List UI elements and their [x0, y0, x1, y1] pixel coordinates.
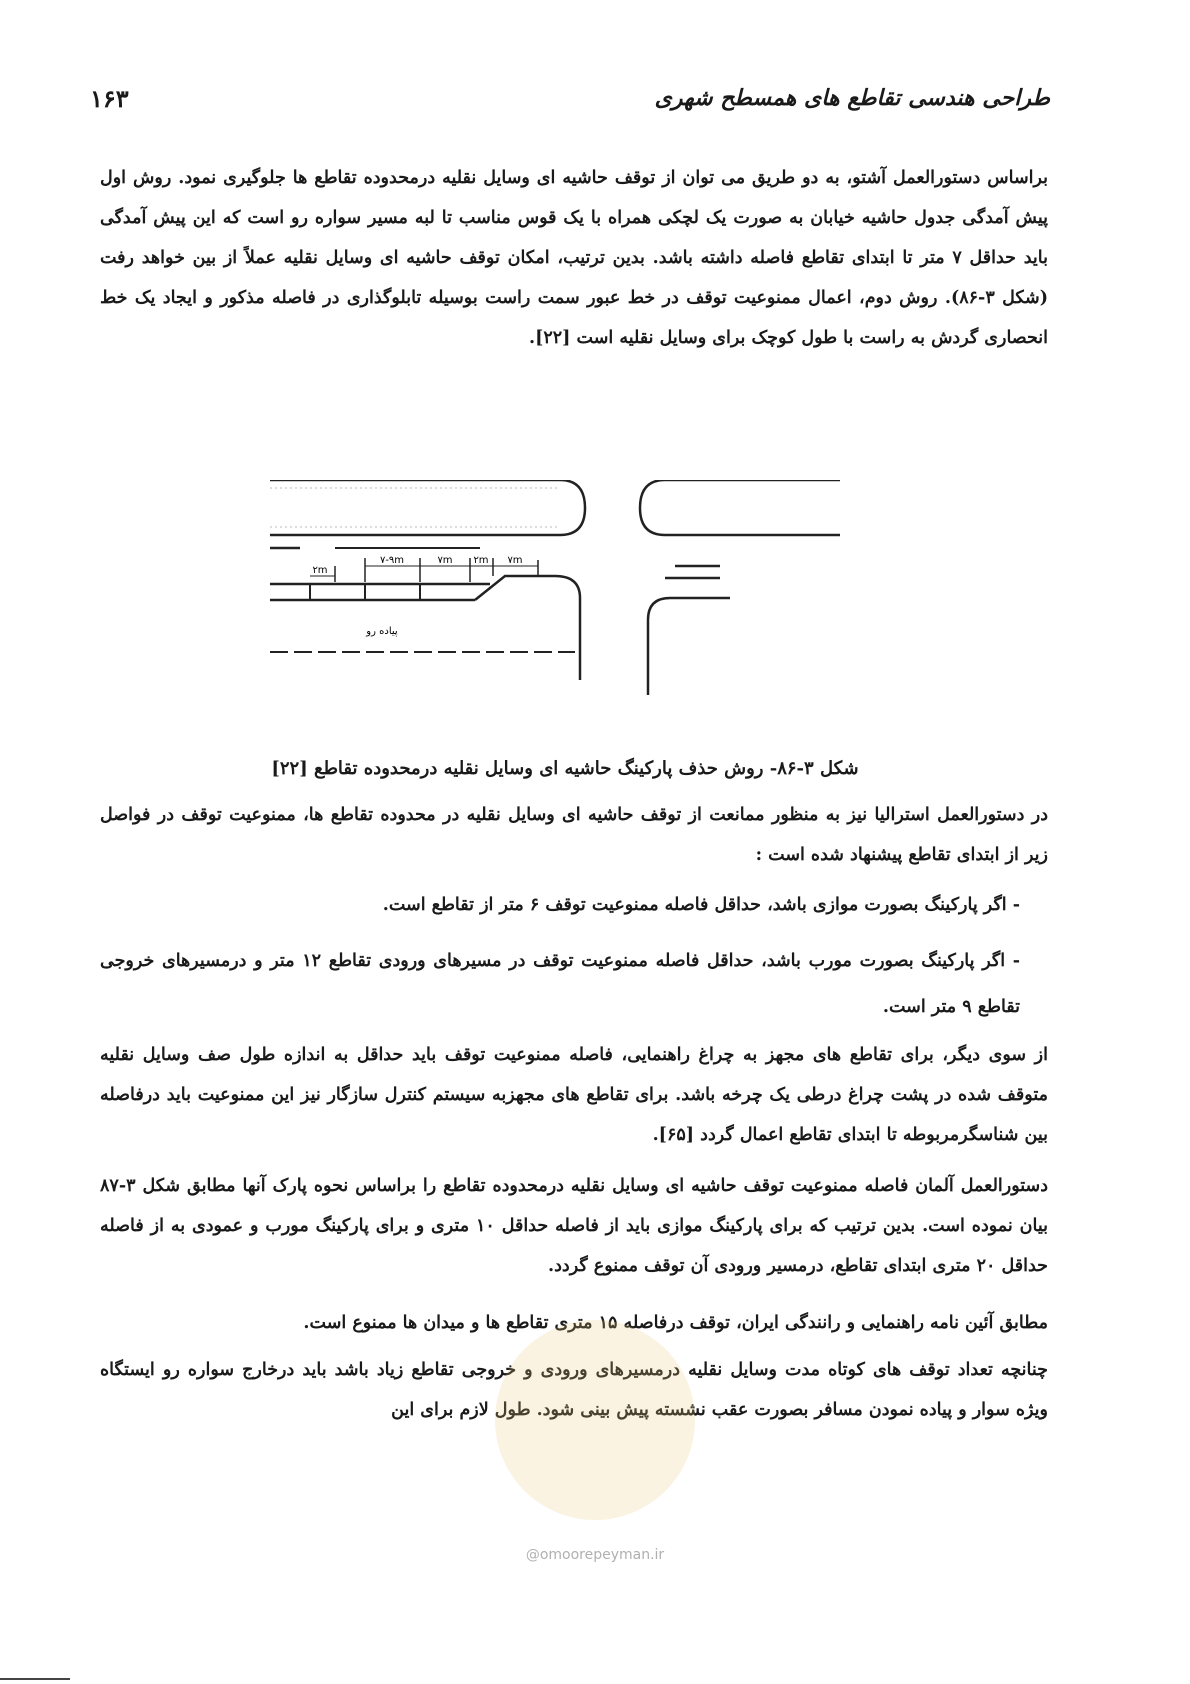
page-number: ۱۶۳ — [90, 83, 129, 113]
paragraph-aashto: براساس دستورالعمل آشتو، به دو طریق می توان از توقف حاشیه ای وسایل نقلیه درمحدوده تقاطع ها جلوگیری نمود. روش اول پیش آمدگی جدول حاشیه خیابان به صورت یک لچکی همراه با یک قوس مناسب تا لبه مسیر سواره رو است که این پیش آمدگی باید حداقل ۷ متر تا ابتدای تقاطع فاصله داشته باشد. بدین ترتیب، امکان توقف حاشیه ای وسایل نقلیه عملاً از بین خواهد رفت (شکل ۳-۸۶). روش دوم، اعمال ممنوعیت توقف در خط عبور سمت راست بوسیله تابلوگذاری در فاصله مذکور و ایجاد یک خط انحصاری گردش به راست با طول کوچک برای وسایل نقلیه است [۲۲]. — [100, 168, 1048, 348]
running-title: طراحی هندسی تقاطع های همسطح شهری — [654, 85, 1050, 111]
bullet-angled-parking: - اگر پارکینگ بصورت مورب باشد، حداقل فاصله ممنوعیت توقف در مسیرهای ورودی تقاطع ۱۲ متر و درمسیرهای خروجی تقاطع ۹ متر است. — [100, 951, 1021, 1017]
bullet-parallel-parking: - اگر پارکینگ بصورت موازی باشد، حداقل فاصله ممنوعیت توقف ۶ متر از تقاطع است. — [382, 895, 1020, 915]
curb-extension — [475, 576, 580, 680]
dim-label-7-9m: ۷-۹m — [379, 555, 405, 566]
corner-mark — [0, 1678, 70, 1680]
page-header — [90, 78, 1050, 118]
sidewalk-label: پیاده رو — [366, 626, 398, 637]
watermark-text: @omoorepeyman.ir — [525, 1547, 665, 1563]
paragraph-germany: دستورالعمل آلمان فاصله ممنوعیت توقف حاشیه ای وسایل نقلیه درمحدوده تقاطع را براساس نحوه پارک آنها مطابق شکل ۳-۸۷ بیان نموده است. بدین ترتیب که برای پارکینگ موازی باید از فاصله حداقل ۱۰ متری و برای پارکینگ مورب و عمودی به از فاصله حداقل ۲۰ متری ابتدای تقاطع، درمسیر ورودی آن توقف ممنوع گردد. — [100, 1176, 1049, 1276]
paragraph-signalized: از سوی دیگر، برای تقاطع های مجهز به چراغ راهنمایی، فاصله ممنوعیت توقف باید حداقل به اندازه طول صف وسایل نقلیه متوقف شده در پشت چراغ درطی یک چرخه باشد. برای تقاطع های مجهزبه سیستم کنترل سازگار نیز این ممنوعیت باید درفاصله بین شناسگرمربوطه تا ابتدای تقاطع اعمال گردد [۶۵]. — [100, 1045, 1048, 1145]
paragraph-short-stops: چنانچه تعداد توقف های کوتاه مدت وسایل نقلیه درمسیرهای ورودی و خروجی تقاطع زیاد باشد باید درخارج سواره رو ایستگاه ویژه سوار و پیاده نمودن مسافر بصورت عقب نشسته پیش بینی شود. طول لازم برای این — [100, 1360, 1048, 1420]
figure-caption: شکل ۳-۸۶- روش حذف پارکینگ حاشیه ای وسایل نقلیه درمحدوده تقاطع [۲۲] — [271, 758, 859, 779]
dim-label-2m-a: ۲m — [312, 565, 328, 576]
dim-label-7m-a: ۷m — [437, 555, 453, 566]
dim-label-2m-b: ۲m — [473, 555, 489, 566]
paragraph-australia: در دستورالعمل استرالیا نیز به منظور ممانعت از توقف حاشیه ای وسایل نقلیه در محدوده تقاطع ها، ممنوعیت توقف در فواصل زیر از ابتدای تقاطع پیشنهاد شده است : — [100, 805, 1048, 865]
watermark-seal — [495, 1320, 695, 1520]
median-island-right — [640, 480, 840, 535]
dim-label-7m-b: ۷m — [507, 555, 523, 566]
curb-return-right — [648, 598, 730, 695]
median-island-left — [270, 480, 585, 535]
figure-curb-extension — [270, 480, 840, 720]
paragraph-iran-code: مطابق آئین نامه راهنمایی و رانندگی ایران، توقف درفاصله ۱۵ متری تقاطع ها و میدان ها ممنوع است. — [303, 1313, 1048, 1333]
